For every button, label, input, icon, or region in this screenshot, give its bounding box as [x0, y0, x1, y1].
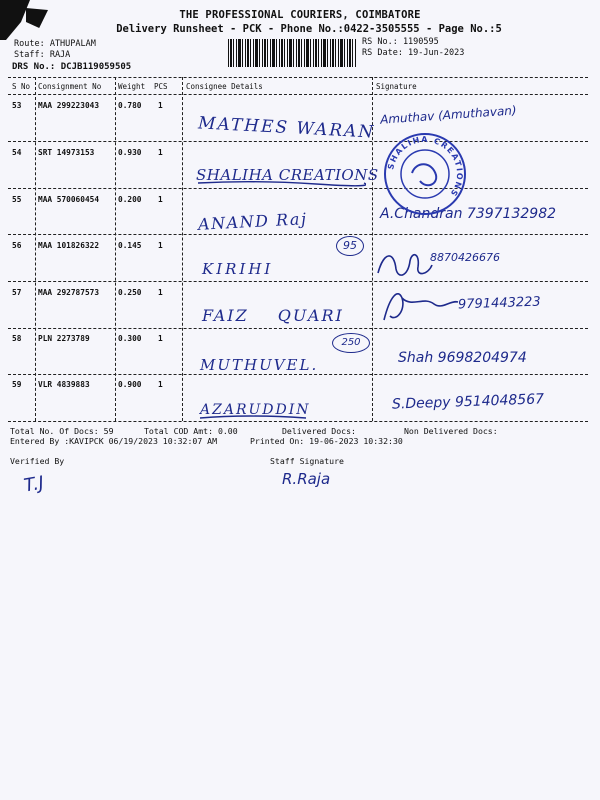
- verified-by-label: Verified By: [10, 456, 65, 466]
- rs-date: RS Date: 19-Jun-2023: [362, 48, 465, 58]
- row-signature: S.Deepy 9514048567: [391, 391, 545, 413]
- printed-on: Printed On: 19-06-2023 10:32:30: [250, 436, 403, 446]
- row-signature: A.Chandran 7397132982: [380, 206, 557, 222]
- row-rule: [8, 234, 588, 235]
- row-rule: [8, 188, 588, 189]
- staff-signature: R.Raja: [282, 470, 331, 488]
- rs-number: RS No.: 1190595: [362, 37, 439, 47]
- row-rule: [8, 328, 588, 329]
- row-consignment: MAA 570060454: [38, 195, 100, 204]
- row-consignee-handwritten: MUTHUVEL.: [200, 356, 319, 374]
- signature-scribble: [374, 247, 434, 281]
- column-divider: [115, 77, 116, 421]
- company-stamp: [382, 131, 468, 217]
- row-consignment: VLR 4839883: [38, 380, 90, 389]
- scan-corner-mark: [26, 8, 48, 28]
- table-top-rule: [8, 77, 588, 78]
- row-sno: 56: [12, 241, 22, 250]
- row-sno: 58: [12, 334, 22, 343]
- weight-note-circle: 250: [332, 333, 370, 353]
- row-signature: Amuthav (Amuthavan): [379, 103, 518, 127]
- row-pcs: 1: [158, 380, 163, 389]
- barcode: [228, 39, 356, 67]
- row-consignee-handwritten: SHALIHA CREATIONS: [196, 166, 379, 184]
- row-consignment: MAA 101826322: [38, 241, 100, 250]
- row-weight: 0.780: [118, 101, 142, 110]
- drs-number: DRS No.: DCJB119059505: [12, 62, 132, 72]
- row-consignee-handwritten: FAIZ QUARI: [202, 306, 344, 325]
- row-pcs: 1: [158, 334, 163, 343]
- row-consignment: MAA 299223043: [38, 101, 100, 110]
- row-signature: Shah 9698204974: [398, 350, 527, 366]
- column-divider: [182, 77, 183, 421]
- col-header-weight: Weight: [118, 82, 146, 91]
- scan-corner-mark: [0, 0, 30, 40]
- row-signature: 8870426676: [430, 251, 500, 264]
- row-pcs: 1: [158, 148, 163, 157]
- staff-label: Staff: RAJA: [14, 50, 71, 60]
- row-rule: [8, 141, 588, 142]
- total-cod: Total COD Amt: 0.00: [144, 426, 238, 436]
- col-header-consignee: Consignee Details: [186, 82, 263, 91]
- col-header-pcs: PCS: [154, 82, 168, 91]
- row-consignee-handwritten: MATHES WARAN: [197, 113, 376, 143]
- col-header-consignment: Consignment No: [38, 82, 102, 91]
- row-consignee-handwritten: KIRIHI: [202, 260, 274, 278]
- company-title: THE PROFESSIONAL COURIERS, COIMBATORE: [179, 9, 421, 21]
- weight-note-circle: 95: [336, 236, 364, 256]
- row-sno: 54: [12, 148, 22, 157]
- row-consignment: MAA 292787573: [38, 288, 100, 297]
- delivered-docs: Delivered Docs:: [282, 426, 356, 436]
- row-pcs: 1: [158, 195, 163, 204]
- row-weight: 0.300: [118, 334, 142, 343]
- handwritten-underline: [196, 178, 366, 188]
- row-weight: 0.900: [118, 380, 142, 389]
- row-consignee-handwritten: AZARUDDIN: [200, 402, 311, 418]
- row-rule: [8, 281, 588, 282]
- row-weight: 0.250: [118, 288, 142, 297]
- row-pcs: 1: [158, 288, 163, 297]
- row-rule: [8, 374, 588, 375]
- row-weight: 0.145: [118, 241, 142, 250]
- row-sno: 59: [12, 380, 22, 389]
- row-signature: 9791443223: [457, 294, 541, 313]
- col-header-sno: S No: [12, 82, 31, 91]
- stamp-text: SHALIHA CREATIONS: [386, 134, 465, 199]
- row-pcs: 1: [158, 241, 163, 250]
- row-pcs: 1: [158, 101, 163, 110]
- row-sno: 53: [12, 101, 22, 110]
- entered-by: Entered By :KAVIPCK 06/19/2023 10:32:07 AM: [10, 436, 218, 446]
- row-sno: 55: [12, 195, 22, 204]
- route-label: Route: ATHUPALAM: [14, 39, 96, 49]
- runsheet-title: Delivery Runsheet - PCK - Phone No.:0422-3505555 - Page No.:5: [116, 23, 502, 35]
- row-weight: 0.200: [118, 195, 142, 204]
- signature-scribble: [376, 286, 460, 326]
- table-header-rule: [8, 94, 588, 95]
- verifier-signature: T.J: [22, 472, 46, 497]
- staff-signature-label: Staff Signature: [270, 456, 344, 466]
- row-consignment: PLN 2273789: [38, 334, 90, 343]
- row-consignment: SRT 14973153: [38, 148, 95, 157]
- row-sno: 57: [12, 288, 22, 297]
- non-delivered-docs: Non Delivered Docs:: [404, 426, 498, 436]
- row-weight: 0.930: [118, 148, 142, 157]
- row-consignee-handwritten: ANAND Raj: [197, 209, 308, 234]
- column-divider: [35, 77, 36, 421]
- col-header-signature: Signature: [376, 82, 417, 91]
- total-docs: Total No. Of Docs: 59: [10, 426, 114, 436]
- handwritten-underline: [198, 412, 308, 422]
